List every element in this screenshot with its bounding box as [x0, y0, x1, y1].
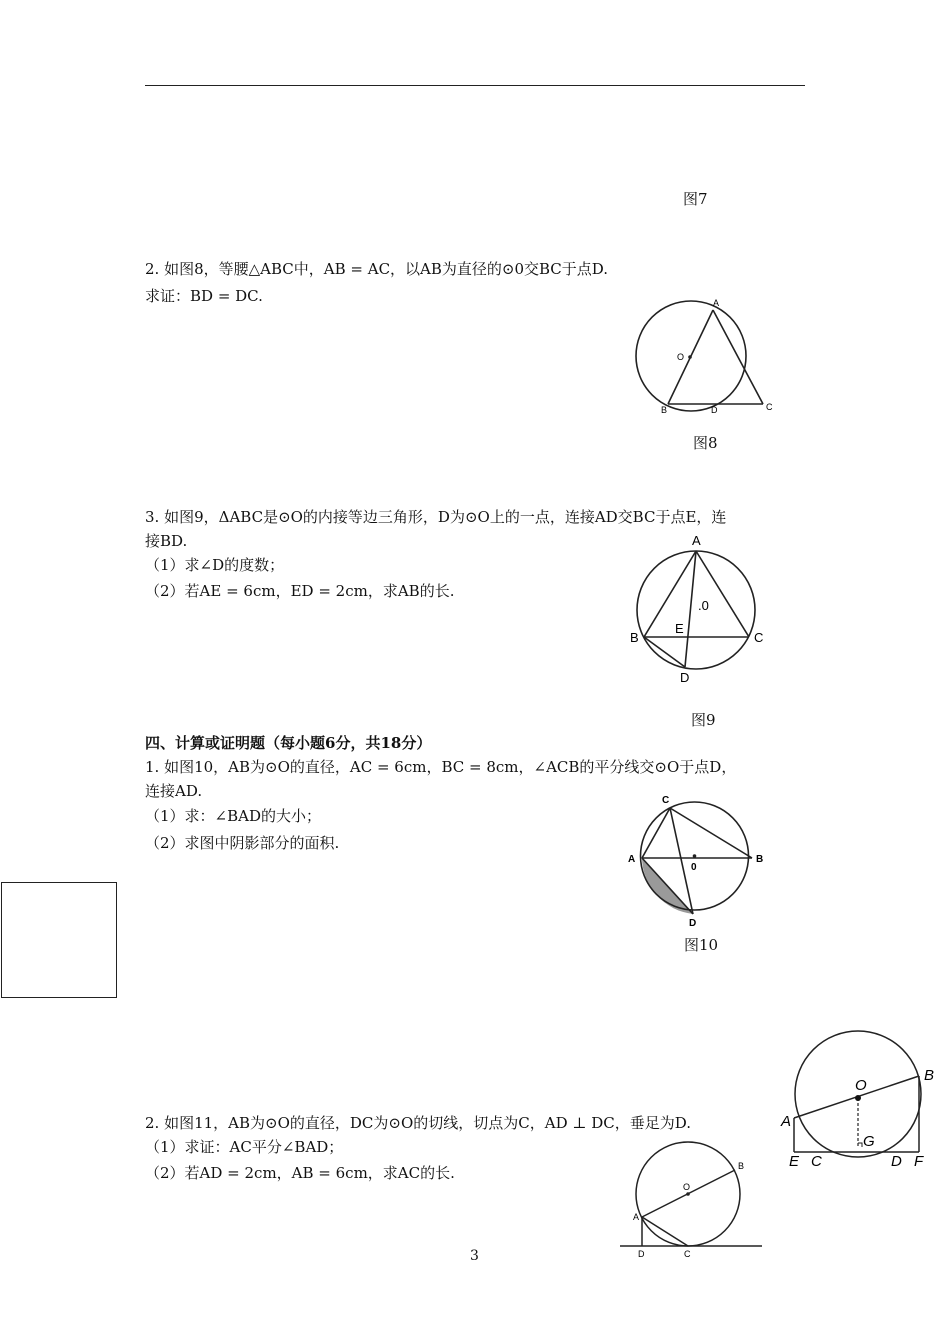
problem-3-question-1: （1）求∠D的度数； [145, 556, 285, 574]
section4-problem-2-question-1: （1）求证：AC平分∠BAD； [145, 1138, 344, 1156]
fig8-label-B: B [661, 405, 668, 415]
fig10-label-C: C [662, 795, 670, 806]
figure-10 [625, 790, 775, 935]
fig8-label-D: D [711, 405, 718, 415]
problem-3-statement-cont: 接BD. [145, 532, 188, 550]
fig9-label-C: C [754, 630, 764, 645]
side-label-A: A [781, 1113, 792, 1130]
section4-problem-1-question-1: （1）求：∠BAD的大小； [145, 807, 321, 825]
fig11-label-B: B [738, 1161, 745, 1171]
fig7-caption: 图7 [683, 190, 708, 208]
fig10-label-D: D [689, 918, 697, 929]
figure-8 [625, 295, 785, 420]
figure-9 [625, 530, 775, 685]
side-label-E: E [789, 1153, 800, 1170]
problem-3-question-2: （2）若AE = 6cm，ED = 2cm，求AB的长. [145, 582, 455, 600]
fig9-label-O: .0 [698, 598, 709, 613]
fig9-label-D: D [680, 670, 690, 685]
section4-problem-1-statement: 1. 如图10，AB为⊙O的直径，AC = 6cm，BC = 8cm，∠ACB的平分线交⊙O于点D， [145, 758, 737, 776]
page-number: 3 [470, 1248, 479, 1264]
section4-problem-1-question-2: （2）求图中阴影部分的面积. [145, 834, 340, 852]
fig8-label-C: C [766, 402, 773, 412]
fig9-label-A: A [692, 533, 701, 548]
fig9-caption: 图9 [691, 711, 716, 729]
side-label-F: F [914, 1153, 924, 1170]
fig8-caption: 图8 [693, 434, 718, 452]
problem-3-statement: 3. 如图9，ΔABC是⊙O的内接等边三角形，D为⊙O上的一点，连接AD交BC于点E，连 [145, 508, 727, 526]
fig10-caption: 图10 [684, 936, 719, 954]
side-label-D: D [891, 1153, 902, 1170]
fig11-label-O: O [683, 1182, 691, 1192]
side-label-C: C [811, 1153, 822, 1170]
fig8-label-O: O [677, 352, 685, 362]
fig9-label-E: E [675, 621, 684, 636]
section4-problem-2-question-2: （2）若AD = 2cm，AB = 6cm，求AC的长. [145, 1164, 455, 1182]
problem-2-statement: 2. 如图8，等腰△ABC中，AB = AC，以AB为直径的⊙0交BC于点D. [145, 260, 609, 278]
side-label-G: G [863, 1133, 875, 1150]
side-figure [780, 1022, 940, 1174]
header-rule [145, 85, 805, 86]
fig10-label-B: B [756, 854, 764, 865]
fig10-label-A: A [628, 854, 636, 865]
fig11-label-C: C [684, 1249, 691, 1259]
side-label-O: O [855, 1077, 867, 1094]
fig11-label-A: A [633, 1212, 640, 1222]
section4-problem-1-statement-cont: 连接AD. [145, 782, 203, 800]
side-label-B: B [924, 1067, 935, 1084]
fig10-label-O: 0 [691, 862, 697, 873]
side-box [1, 882, 117, 998]
figure-11 [620, 1140, 770, 1260]
fig8-label-A: A [713, 298, 720, 308]
section4-problem-2-statement: 2. 如图11，AB为⊙O的直径，DC为⊙O的切线，切点为C，AD ⊥ DC，垂足为D. [145, 1114, 692, 1132]
fig11-label-D: D [638, 1249, 645, 1259]
problem-2-prove: 求证：BD = DC. [145, 287, 263, 305]
section-4-heading: 四、计算或证明题（每小题6分，共18分） [145, 734, 432, 752]
fig9-label-B: B [630, 630, 639, 645]
